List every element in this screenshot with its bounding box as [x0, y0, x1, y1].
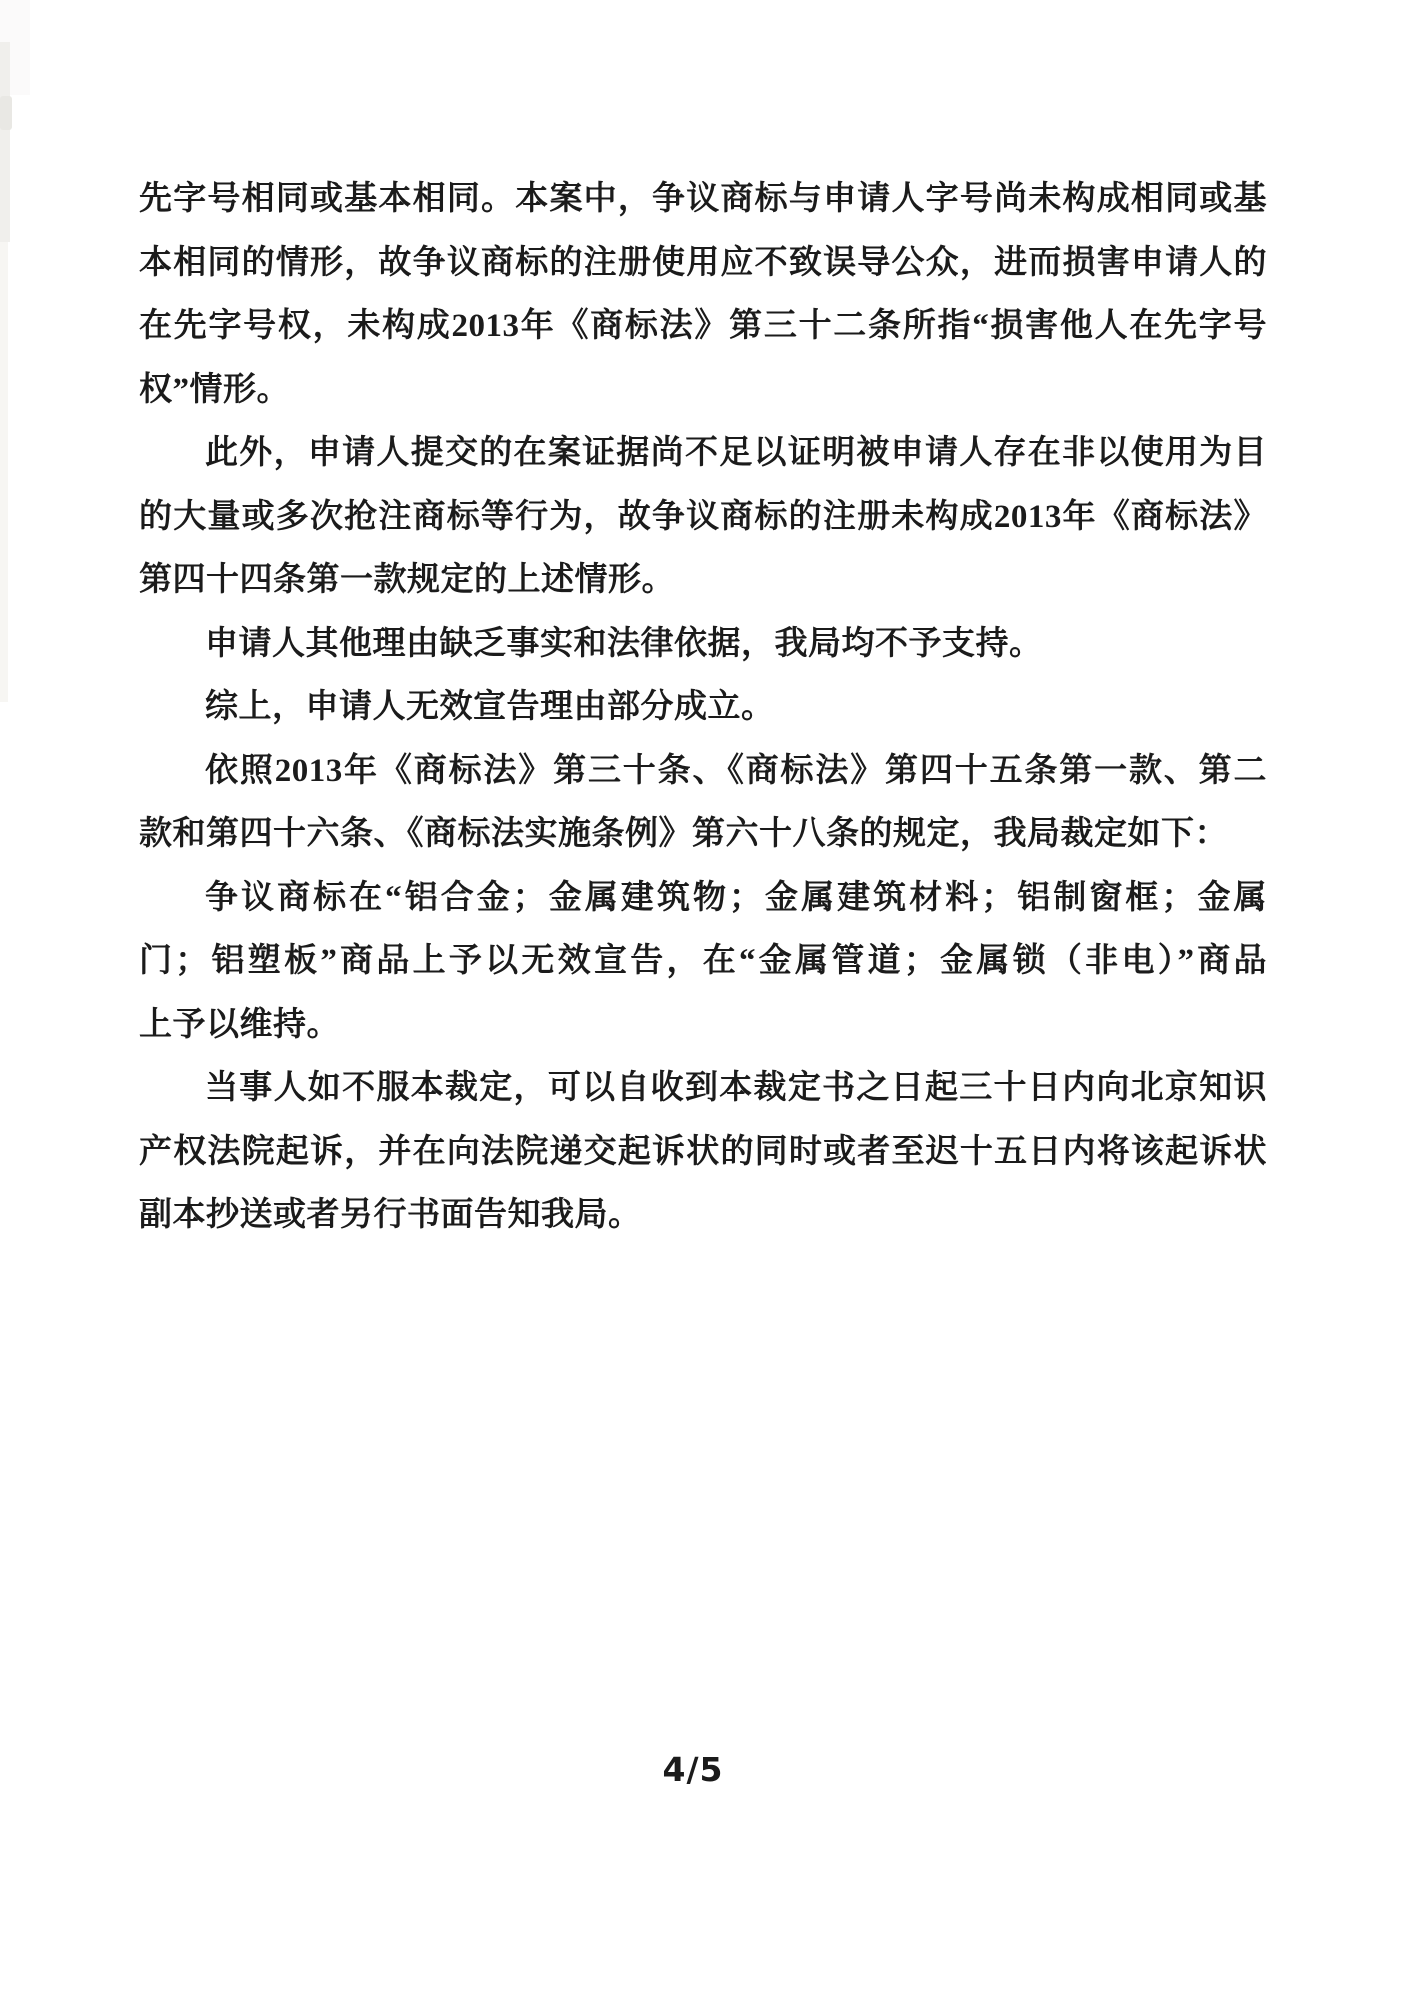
- scan-artifact-left-edge-lower: [0, 242, 8, 702]
- text-line: 当事人如不服本裁定，可以自收到本裁定书之日起三十日内向北京知识: [205, 1070, 1267, 1106]
- text-line: 依照2013年《商标法》第三十条、《商标法》第四十五条第一款、第二: [205, 752, 1267, 789]
- text-block: [139, 168, 1267, 1248]
- text-line: 先字号相同或基本相同。本案中，争议商标与申请人字号尚未构成相同或基: [139, 181, 1267, 217]
- text-line: 权”情形。: [139, 371, 290, 408]
- text-line: 综上，申请人无效宣告理由部分成立。: [205, 689, 775, 725]
- text-line: 门；铝塑板”商品上予以无效宣告，在“金属管道；金属锁（非电）”商品: [139, 943, 1267, 979]
- text-line: 第四十四条第一款规定的上述情形。: [139, 562, 675, 598]
- text-line: 此外，申请人提交的在案证据尚不足以证明被申请人存在非以使用为目: [205, 435, 1267, 471]
- text-line: 本相同的情形，故争议商标的注册使用应不致误导公众，进而损害申请人的: [139, 244, 1267, 281]
- text-line: 的大量或多次抢注商标等行为，故争议商标的注册未构成2013年《商标法》: [139, 498, 1267, 535]
- text-line: 申请人其他理由缺乏事实和法律依据，我局均不予支持。: [205, 625, 1043, 662]
- text-line: 副本抄送或者另行书面告知我局。: [139, 1197, 642, 1233]
- text-line: 上予以维持。: [139, 1006, 340, 1043]
- scan-artifact-left-edge: [0, 42, 10, 242]
- text-line: 款和第四十六条、《商标法实施条例》第六十八条的规定，我局裁定如下：: [139, 816, 1228, 852]
- text-line: 在先字号权，未构成2013年《商标法》第三十二条所指“损害他人在先字号: [139, 308, 1267, 344]
- page-number: 4/5: [662, 1750, 724, 1789]
- scan-artifact-speck: [0, 96, 12, 130]
- text-line: 争议商标在“铝合金；金属建筑物；金属建筑材料；铝制窗框；金属: [205, 879, 1267, 916]
- text-line: 产权法院起诉，并在向法院递交起诉状的同时或者至迟十五日内将该起诉状: [139, 1133, 1267, 1170]
